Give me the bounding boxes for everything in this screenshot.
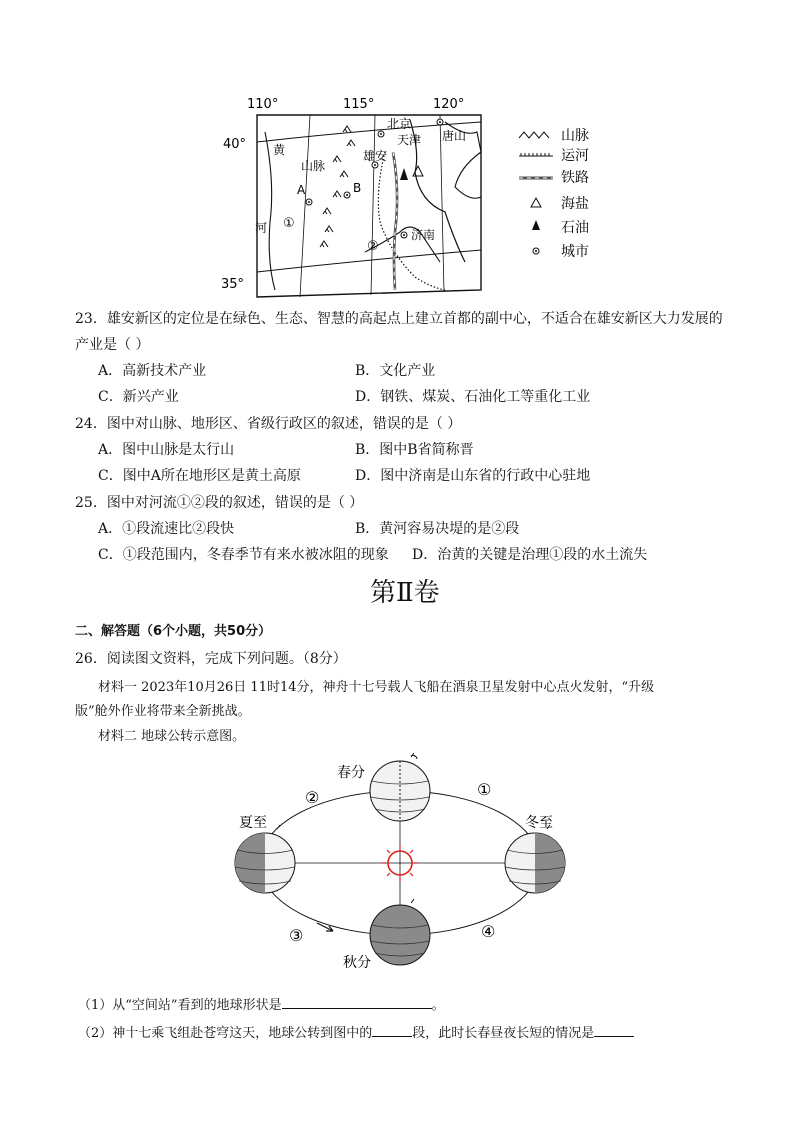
earth-spring-icon [370, 753, 430, 821]
q24-option-a[interactable]: A．图中山脉是太行山 [98, 442, 235, 458]
mountain-range-icon [320, 126, 355, 247]
q26-material1-line2: 版”舱外作业将带来全新挑战。 [75, 704, 251, 719]
q26-sub2-blank2[interactable] [594, 1022, 634, 1037]
q23-option-a[interactable]: A．高新技术产业 [98, 363, 207, 379]
svg-text:35°: 35° [221, 277, 245, 292]
part-2-title: 第Ⅱ卷 [370, 578, 440, 608]
q26-sub1 [78, 994, 445, 1013]
svg-text:唐山: 唐山 [442, 129, 467, 143]
q25-option-c[interactable]: C．①段范围内，冬春季节有来水被冰阻的现象 [98, 547, 389, 563]
svg-text:③: ③ [289, 926, 304, 945]
svg-text:山脉: 山脉 [561, 128, 589, 144]
svg-text:春分: 春分 [337, 765, 365, 781]
q26-sub2 [78, 1022, 634, 1041]
svg-text:海盐: 海盐 [561, 196, 589, 212]
svg-text:秋分: 秋分 [343, 955, 371, 971]
q26-sub2-text-a: （2）神十七乘飞组赴苍穹这天，地球公转到图中的 [78, 1026, 373, 1041]
earth-autumn-icon [370, 899, 430, 965]
oil-icon [400, 168, 408, 180]
svg-text:②: ② [305, 788, 320, 807]
salt-icon [413, 166, 423, 176]
svg-text:北京: 北京 [387, 117, 412, 131]
north-china-map [215, 92, 615, 302]
svg-text:城市: 城市 [561, 244, 589, 260]
svg-text:山脉: 山脉 [301, 159, 326, 173]
svg-text:①: ① [477, 780, 492, 799]
svg-text:B: B [353, 181, 362, 195]
svg-text:冬至: 冬至 [525, 815, 553, 831]
earth-winter-icon [505, 825, 565, 893]
q23-stem-line1: 23．雄安新区的定位是在绿色、生态、智慧的高起点上建立首都的副中心，不适合在雄安新区大力发展的 [75, 311, 723, 327]
svg-text:②: ② [367, 239, 379, 254]
svg-text:运河: 运河 [561, 148, 589, 164]
q24-stem: 24．图中对山脉、地形区、省级行政区的叙述，错误的是（ ） [75, 416, 462, 432]
svg-text:①: ① [283, 216, 295, 231]
svg-text:济南: 济南 [411, 228, 436, 242]
q25-option-d[interactable]: D．治黄的关键是治理①段的水土流失 [412, 547, 648, 563]
svg-text:40°: 40° [223, 137, 247, 152]
q23-option-c[interactable]: C．新兴产业 [98, 389, 179, 405]
svg-text:夏至: 夏至 [239, 815, 267, 831]
svg-text:黄: 黄 [273, 143, 286, 157]
q26-sub1-end: 。 [431, 998, 445, 1013]
q24-option-b[interactable]: B．图中B省简称晋 [355, 442, 474, 458]
svg-text:河: 河 [255, 221, 268, 235]
q26-sub1-blank[interactable] [282, 994, 432, 1009]
map-legend [519, 128, 589, 260]
svg-text:A: A [297, 183, 306, 197]
svg-text:115°: 115° [343, 97, 375, 112]
q26-sub2-blank1[interactable] [372, 1022, 412, 1037]
map-figure [215, 92, 615, 302]
q26-material2: 材料二 地球公转示意图。 [98, 729, 246, 744]
q23-option-b[interactable]: B．文化产业 [355, 363, 436, 379]
q24-option-c[interactable]: C．图中A所在地形区是黄土高原 [98, 468, 301, 484]
svg-text:天津: 天津 [397, 133, 422, 147]
q26-material1-line1: 材料一 2023年10月26日 11时14分，神舟十七号载人飞船在酒泉卫星发射中心点火发射，“升级 [98, 680, 655, 695]
q26-sub2-text-b: 段，此时长春昼夜长短的情况是 [412, 1026, 595, 1041]
svg-text:120°: 120° [433, 97, 465, 112]
q25-option-a[interactable]: A．①段流速比②段快 [98, 521, 235, 537]
section-2-heading: 二、解答题（6个小题，共50分） [75, 624, 272, 639]
svg-text:雄安: 雄安 [363, 149, 388, 163]
svg-text:110°: 110° [247, 97, 279, 112]
svg-text:④: ④ [481, 922, 496, 941]
q26-sub1-text: （1）从“空间站”看到的地球形状是 [78, 998, 282, 1013]
q23-stem-line2: 产业是（ ） [75, 337, 150, 353]
q25-option-b[interactable]: B．黄河容易决堤的是②段 [355, 521, 520, 537]
svg-text:石油: 石油 [561, 220, 589, 236]
q24-option-d[interactable]: D．图中济南是山东省的行政中心驻地 [355, 468, 591, 484]
earth-orbit-diagram [225, 745, 575, 980]
earth-summer-icon [235, 825, 295, 893]
q26-stem: 26．阅读图文资料，完成下列问题。（8分） [75, 651, 347, 667]
earth-orbit-figure [225, 745, 575, 980]
svg-text:铁路: 铁路 [561, 170, 589, 186]
q23-option-d[interactable]: D．钢铁、煤炭、石油化工等重化工业 [355, 389, 591, 405]
q25-stem: 25．图中对河流①②段的叙述，错误的是（ ） [75, 495, 364, 511]
